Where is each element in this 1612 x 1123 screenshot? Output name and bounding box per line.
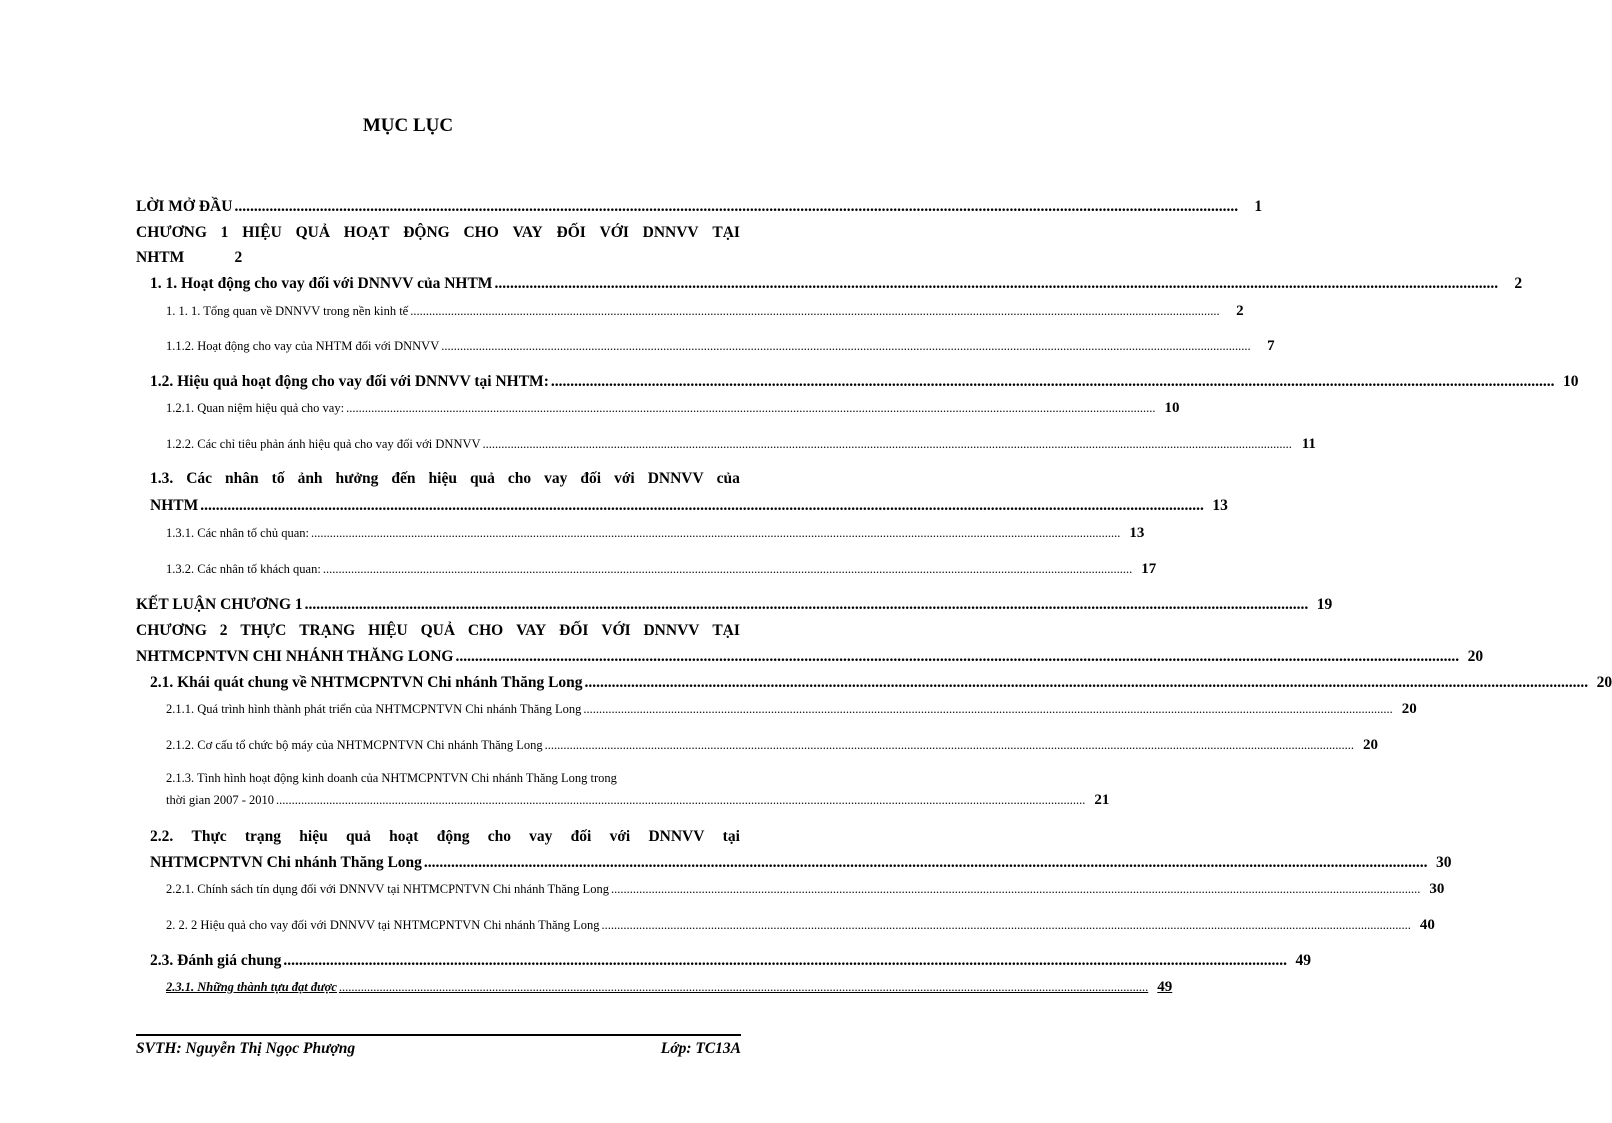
toc-entry-1-1-1[interactable]: 1. 1. 1. Tổng quan về DNNVV trong nền kinh tế ................................................................................................................................................................................................................................................................... 2 (166, 303, 1244, 319)
dot-leader: ................................................................................................................................................................................................................................................................... (276, 793, 1086, 807)
heading-word: đến (391, 470, 416, 487)
dot-leader: ................................................................................................................................................................................................................................................................... (583, 702, 1393, 716)
page-number: 13 (1212, 497, 1228, 514)
page-number: 2 (234, 249, 243, 266)
page-number: 21 (1094, 792, 1110, 808)
heading-word: vay (529, 828, 553, 845)
heading-word: hoạt (389, 828, 419, 845)
dot-leader: ................................................................................................................................................................................................................................................................... (200, 497, 1204, 514)
page-number: 2 (1514, 275, 1523, 292)
heading-word: CHO (467, 622, 504, 639)
toc-entry-1-3[interactable] (150, 470, 740, 488)
heading-word: THỰC (240, 622, 287, 639)
heading-word: Thực (191, 828, 227, 845)
page-number: 49 (1157, 979, 1173, 995)
toc-entry-1-3-1[interactable]: 1.3.1. Các nhân tố chủ quan: ................................................................................................................................................................................................................................................................... 13 (166, 525, 1145, 541)
heading-word: VAY (516, 622, 547, 639)
page-number: 11 (1301, 436, 1316, 452)
heading-word: quả (345, 828, 371, 845)
heading-word: 2.2. (150, 828, 174, 845)
toc-entry-2-1-3-cont: thời gian 2007 - 2010 ................................................................................................................................................................................................................................................................... 21 (166, 792, 1110, 808)
dot-leader: ................................................................................................................................................................................................................................................................... (410, 304, 1220, 318)
toc-entry-2-2-1[interactable]: 2.2.1. Chính sách tín dụng đối với DNNVV tại NHTMCPNTVN Chi nhánh Thăng Long ................................................................................................................................................................................................................................................................... 30 (166, 881, 1445, 897)
dot-leader: ................................................................................................................................................................................................................................................................... (544, 738, 1355, 752)
heading-word: 1.3. (150, 470, 174, 487)
toc-entry-1-2-2[interactable]: 1.2.2. Các chỉ tiêu phản ánh hiệu quả cho vay đối với DNNVV ................................................................................................................................................................................................................................................................... 11 (166, 436, 1316, 452)
heading-word: DNNVV (648, 828, 705, 845)
heading-word: DNNVV (642, 224, 699, 241)
page-number: 10 (1562, 373, 1579, 390)
footer-student: SVTH: Nguyễn Thị Ngọc Phượng (136, 1040, 356, 1057)
heading-word: cho (507, 470, 532, 487)
page-number: 20 (1467, 648, 1484, 665)
toc-title: MỤC LỤC (362, 115, 454, 136)
toc-entry-chapter-2[interactable] (136, 622, 740, 640)
page-number: 19 (1316, 596, 1333, 613)
footer-rule (136, 1034, 741, 1036)
page-number: 13 (1129, 525, 1145, 541)
dot-leader: ................................................................................................................................................................................................................................................................... (338, 980, 1149, 994)
toc-entry-2-1-1[interactable]: 2.1.1. Quá trình hình thành phát triển của NHTMCPNTVN Chi nhánh Thăng Long ................................................................................................................................................................................................................................................................... 20 (166, 701, 1417, 717)
heading-word: đối (580, 470, 602, 487)
dot-leader: ................................................................................................................................................................................................................................................................... (234, 198, 1239, 215)
heading-word: cho (487, 828, 511, 845)
heading-word: DNNVV (643, 622, 700, 639)
toc-entry-chapter-1-cont: NHTM 2 (136, 249, 243, 266)
toc-entry-2-3-1[interactable]: 2.3.1. Những thành tựu đạt được ................................................................................................................................................................................................................................................................... 49 (166, 979, 1173, 995)
page-number: 7 (1267, 338, 1275, 354)
page-number: 10 (1164, 400, 1180, 416)
toc-entry-2-1-3[interactable]: 2.1.3. Tình hình hoạt động kinh doanh của NHTMCPNTVN Chi nhánh Thăng Long trong (166, 771, 617, 785)
footer-class: Lớp: TC13A (660, 1040, 741, 1057)
heading-word: TẠI (712, 224, 740, 241)
heading-word: ĐỐI (556, 224, 586, 241)
page-number: 49 (1295, 952, 1311, 969)
dot-leader: ................................................................................................................................................................................................................................................................... (441, 339, 1251, 353)
dot-leader: ................................................................................................................................................................................................................................................................... (423, 854, 1428, 871)
heading-word: với (609, 828, 631, 845)
dot-leader: ................................................................................................................................................................................................................................................................... (311, 526, 1121, 540)
heading-word: VỚI (601, 622, 631, 639)
dot-leader: ................................................................................................................................................................................................................................................................... (584, 674, 1589, 691)
heading-word: TRẠNG (299, 622, 356, 639)
dot-leader: ................................................................................................................................................................................................................................................................... (494, 275, 1499, 292)
toc-entry-intro[interactable]: LỜI MỞ ĐẦU ................................................................................................................................................................................................................................................................... 1 (136, 198, 1263, 215)
toc-entry-2-1[interactable]: 2.1. Khái quát chung về NHTMCPNTVN Chi nhánh Thăng Long ................................................................................................................................................................................................................................................................... 20 (150, 674, 1612, 691)
dot-leader: ................................................................................................................................................................................................................................................................... (322, 562, 1133, 576)
heading-word: với (614, 470, 635, 487)
heading-word: 1 (220, 224, 229, 241)
toc-entry-2-3[interactable]: 2.3. Đánh giá chung ................................................................................................................................................................................................................................................................... 49 (150, 952, 1311, 969)
heading-word: đối (570, 828, 592, 845)
heading-word: hưởng (335, 470, 379, 487)
dot-leader: ................................................................................................................................................................................................................................................................... (610, 882, 1421, 896)
heading-word: HOẠT (343, 224, 390, 241)
toc-entry-2-1-2[interactable]: 2.1.2. Cơ cấu tổ chức bộ máy của NHTMCPNTVN Chi nhánh Thăng Long ................................................................................................................................................................................................................................................................... 20 (166, 737, 1379, 753)
toc-entry-chapter-2-cont: NHTMCPNTVN CHI NHÁNH THĂNG LONG ................................................................................................................................................................................................................................................................... 20 (136, 648, 1484, 665)
toc-entry-2-2[interactable] (150, 828, 740, 846)
dot-leader: ................................................................................................................................................................................................................................................................... (601, 918, 1411, 932)
toc-entry-1-1-2[interactable]: 1.1.2. Hoạt động cho vay của NHTM đối với DNNVV ................................................................................................................................................................................................................................................................... 7 (166, 338, 1275, 354)
heading-word: TẠI (712, 622, 740, 639)
heading-word: vay (544, 470, 568, 487)
page-number: 20 (1596, 674, 1612, 691)
heading-word: hiệu (299, 828, 328, 845)
heading-word: DNNVV (647, 470, 704, 487)
dot-leader: ................................................................................................................................................................................................................................................................... (283, 952, 1287, 969)
page-number: 20 (1401, 701, 1417, 717)
dot-leader: ................................................................................................................................................................................................................................................................... (482, 437, 1292, 451)
heading-word: ảnh (297, 470, 323, 487)
page-number: 17 (1141, 561, 1157, 577)
page-number: 20 (1363, 737, 1379, 753)
heading-word: HIỆU (368, 622, 408, 639)
heading-word: CHƯƠNG (136, 224, 207, 241)
heading-word: ĐỘNG (403, 224, 450, 241)
toc-entry-1-2[interactable]: 1.2. Hiệu quả hoạt động cho vay đối với DNNVV tại NHTM: ................................................................................................................................................................................................................................................................... 10 (150, 373, 1579, 390)
heading-word: quả (469, 470, 495, 487)
heading-word: hiệu (428, 470, 457, 487)
page-footer (136, 1040, 741, 1058)
toc-entry-1-2-1[interactable]: 1.2.1. Quan niệm hiệu quả cho vay: ................................................................................................................................................................................................................................................................... 10 (166, 400, 1180, 416)
heading-word: tố (271, 470, 285, 487)
heading-word: nhân (225, 470, 259, 487)
heading-word: CHO (463, 224, 499, 241)
heading-word: của (716, 470, 740, 487)
page-number: 40 (1419, 917, 1435, 933)
heading-word: VAY (512, 224, 543, 241)
dot-leader: ................................................................................................................................................................................................................................................................... (346, 401, 1156, 415)
dot-leader: ................................................................................................................................................................................................................................................................... (455, 648, 1460, 665)
heading-word: Các (186, 470, 213, 487)
heading-word: CHƯƠNG (136, 622, 207, 639)
heading-word: 2 (219, 622, 228, 639)
toc-entry-1-1[interactable]: 1. 1. Hoạt động cho vay đối với DNNVV của NHTM ................................................................................................................................................................................................................................................................... 2 (150, 275, 1523, 292)
dot-leader: ................................................................................................................................................................................................................................................................... (304, 596, 1309, 613)
page-number: 1 (1254, 198, 1263, 215)
heading-word: tại (722, 828, 740, 845)
toc-entry-chapter-1[interactable] (136, 224, 740, 242)
heading-word: trạng (244, 828, 282, 845)
heading-word: HIỆU (242, 224, 282, 241)
heading-word: QUẢ (420, 622, 456, 639)
page-number: 30 (1429, 881, 1445, 897)
page-number: 2 (1236, 303, 1244, 319)
heading-word: VỚI (599, 224, 629, 241)
heading-word: động (436, 828, 470, 845)
toc-entry-1-3-cont: NHTM ................................................................................................................................................................................................................................................................... 13 (150, 497, 1228, 514)
toc-entry-conclusion-1[interactable]: KẾT LUẬN CHƯƠNG 1 ................................................................................................................................................................................................................................................................... 19 (136, 596, 1333, 613)
toc-entry-1-3-2[interactable]: 1.3.2. Các nhân tố khách quan: ................................................................................................................................................................................................................................................................... 17 (166, 561, 1157, 577)
dot-leader: ................................................................................................................................................................................................................................................................... (550, 373, 1555, 390)
heading-word: ĐỐI (559, 622, 589, 639)
toc-entry-2-2-cont: NHTMCPNTVN Chi nhánh Thăng Long ................................................................................................................................................................................................................................................................... 30 (150, 854, 1452, 871)
toc-entry-2-2-2[interactable]: 2. 2. 2 Hiệu quả cho vay đối với DNNVV tại NHTMCPNTVN Chi nhánh Thăng Long ................................................................................................................................................................................................................................................................... 40 (166, 917, 1435, 933)
page-number: 30 (1436, 854, 1452, 871)
heading-word: QUẢ (295, 224, 331, 241)
